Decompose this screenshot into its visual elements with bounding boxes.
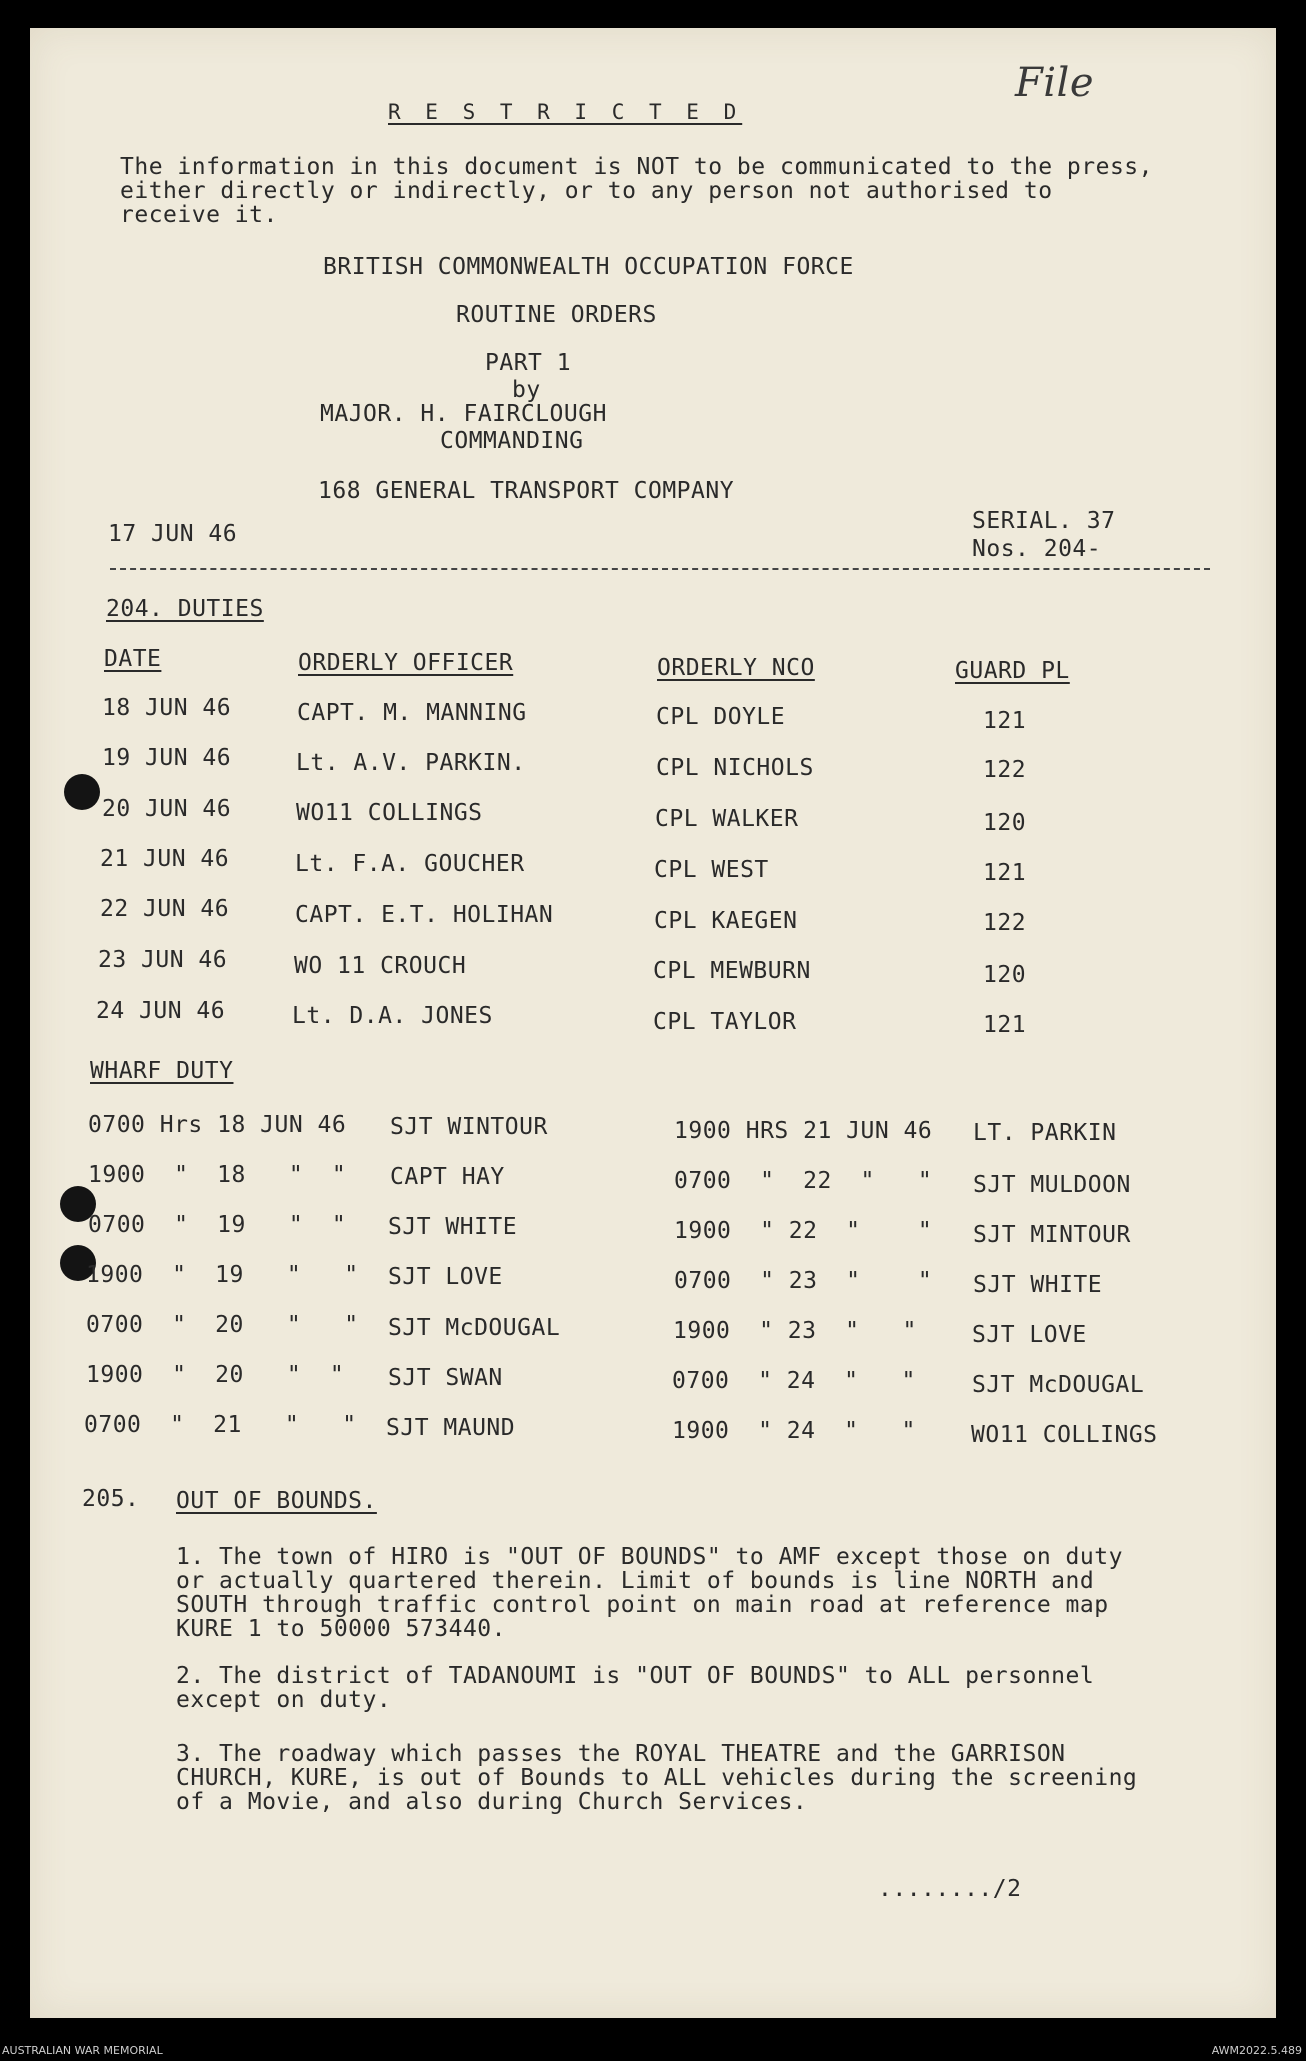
wharf-left-name: SJT McDOUGAL [388,1315,561,1341]
duties-heading: 204. DUTIES [106,596,264,622]
wharf-right-name: SJT MINTOUR [973,1222,1131,1248]
security-caveat: The information in this document is NOT to be communicated to the press, either directly or indirectly, or to any person not authorised to receive it. [120,154,1153,228]
wharf-right-time: 0700 " 22 " " [674,1168,933,1194]
duty-date: 19 JUN 46 [102,745,232,771]
duty-nco: CPL TAYLOR [653,1009,797,1035]
org-title: BRITISH COMMONWEALTH OCCUPATION FORCE [323,254,854,280]
duty-guard: 122 [983,757,1027,783]
wharf-right-name: SJT McDOUGAL [972,1372,1145,1398]
wharf-left-time: 0700 " 19 " " [88,1212,347,1238]
bounds-paragraph-3: 3. The roadway which passes the ROYAL THEATRE and the GARRISON CHURCH, KURE, is out of Bounds to ALL vehicles during the screening of a Movie, and also during Church Services. [176,1741,1138,1815]
wharf-right-name: SJT LOVE [972,1322,1087,1348]
order-date: 17 JUN 46 [108,521,238,547]
wharf-left-time: 1900 " 18 " " [88,1162,347,1188]
wharf-right-time: 1900 " 23 " " [673,1318,917,1344]
duty-officer: Lt. A.V. PARKIN. [296,750,526,776]
duty-guard: 122 [983,910,1027,936]
duty-officer: Lt. F.A. GOUCHER [295,851,525,877]
wharf-left-name: CAPT HAY [390,1164,505,1190]
duty-nco: CPL WALKER [655,806,799,832]
duty-date: 24 JUN 46 [96,998,226,1024]
col-orderly-officer: ORDERLY OFFICER [298,650,514,676]
wharf-right-name: LT. PARKIN [973,1120,1117,1146]
wharf-left-time: 0700 " 21 " " [84,1412,357,1438]
duty-officer: CAPT. E.T. HOLIHAN [295,902,554,928]
wharf-left-name: SJT MAUND [386,1415,516,1441]
wharf-left-name: SJT WINTOUR [390,1114,548,1140]
duty-nco: CPL WEST [654,857,769,883]
wharf-left-name: SJT LOVE [388,1264,503,1290]
punch-hole [64,774,100,810]
footer-credit: AUSTRALIAN WAR MEMORIAL [2,2044,163,2057]
wharf-duty-heading: WHARF DUTY [90,1058,234,1084]
duty-guard: 121 [983,1012,1027,1038]
duty-guard: 121 [983,708,1027,734]
section-number: 205. [82,1486,140,1512]
duty-nco: CPL NICHOLS [656,755,814,781]
duty-officer: CAPT. M. MANNING [297,700,527,726]
serial-number: SERIAL. 37 [972,508,1116,534]
wharf-right-name: WO11 COLLINGS [971,1422,1158,1448]
duty-guard: 121 [983,860,1027,886]
footer-accession: AWM2022.5.489 [1211,2044,1302,2057]
duty-nco: CPL DOYLE [656,704,786,730]
duty-guard: 120 [983,810,1027,836]
routine-orders-title: ROUTINE ORDERS [456,302,657,328]
wharf-right-name: SJT WHITE [973,1272,1103,1298]
bounds-paragraph-1: 1. The town of HIRO is "OUT OF BOUNDS" to AMF except those on duty or actually quartered therein. Limit of bounds is line NORTH and SOUTH through traffic control point on main road at reference map KURE 1 to 50000 573440. [176,1544,1123,1642]
col-orderly-nco: ORDERLY NCO [657,655,815,681]
duty-officer: Lt. D.A. JONES [292,1003,493,1029]
duty-date: 23 JUN 46 [98,947,228,973]
duty-date: 18 JUN 46 [102,695,232,721]
duty-officer: WO11 COLLINGS [296,800,483,826]
col-guard-pl: GUARD PL [955,658,1070,684]
wharf-right-time: 1900 " 24 " " [672,1418,916,1444]
out-of-bounds-heading: OUT OF BOUNDS. [176,1488,377,1514]
bounds-paragraph-2: 2. The district of TADANOUMI is "OUT OF BOUNDS" to ALL personnel except on duty. [176,1663,1095,1713]
order-numbers: Nos. 204- [972,536,1102,562]
separator-line [110,568,1210,570]
wharf-right-name: SJT MULDOON [973,1172,1131,1198]
wharf-right-time: 1900 " 22 " " [674,1218,933,1244]
duty-guard: 120 [983,962,1027,988]
duty-date: 20 JUN 46 [102,796,232,822]
wharf-left-time: 1900 " 19 " " [86,1262,359,1288]
duty-nco: CPL MEWBURN [653,958,811,984]
commander-name: MAJOR. H. FAIRCLOUGH [320,401,607,427]
continuation-marker: ......../2 [878,1876,1022,1902]
by-label: by [512,377,541,403]
wharf-left-name: SJT SWAN [388,1365,503,1391]
wharf-left-time: 0700 " 20 " " [86,1312,359,1338]
handwritten-file-note: File [1015,60,1095,106]
unit-name: 168 GENERAL TRANSPORT COMPANY [318,478,735,504]
classification-marking: R E S T R I C T E D [388,100,743,124]
wharf-left-time: 0700 Hrs 18 JUN 46 [88,1112,347,1138]
commanding-label: COMMANDING [440,428,584,454]
wharf-right-time: 1900 HRS 21 JUN 46 [674,1118,933,1144]
duty-officer: WO 11 CROUCH [294,953,467,979]
wharf-right-time: 0700 " 23 " " [674,1268,933,1294]
col-date: DATE [104,646,162,672]
duty-date: 22 JUN 46 [100,896,230,922]
wharf-left-name: SJT WHITE [388,1214,518,1240]
wharf-left-time: 1900 " 20 " " [86,1362,345,1388]
duty-nco: CPL KAEGEN [654,908,798,934]
part-label: PART 1 [485,350,572,376]
wharf-right-time: 0700 " 24 " " [672,1368,916,1394]
duty-date: 21 JUN 46 [100,846,230,872]
